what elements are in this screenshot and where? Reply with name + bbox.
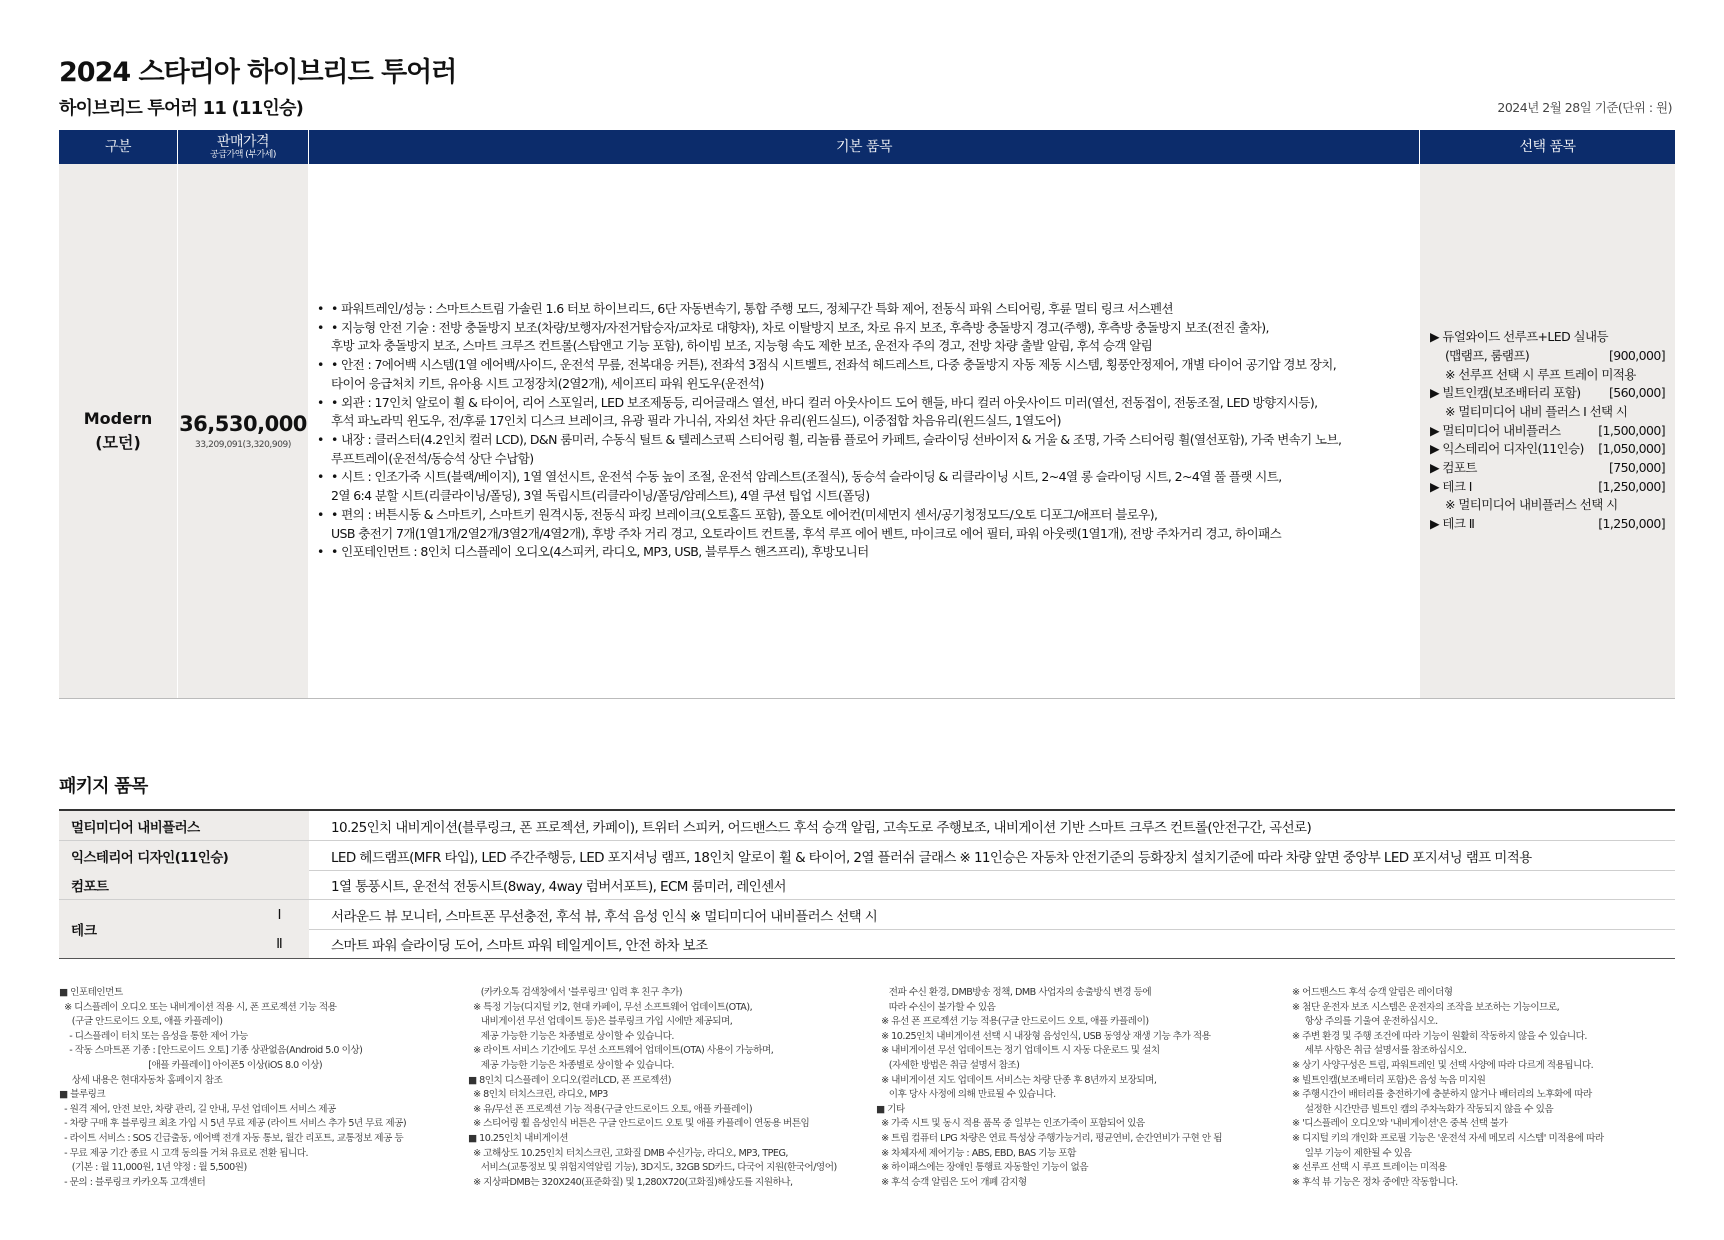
header-price-label: 판매가격 [216,133,270,150]
footnote-line: [애플 카플레이] 아이폰5 이상(iOS 8.0 이상) [59,1059,323,1071]
basic-item-line: • • 파워트레인/성능 : 스마트스트림 가솔린 1.6 터보 하이브리드, 6단 자동변속기, 통합 주행 모드, 정체구간 특화 제어, 전동식 파워 스티어링, 후륜 멀티 링크 서스펜션 [331,301,1173,317]
footnote-line: 따라 수신이 불가할 수 있음 [876,1001,996,1013]
footnote-line: ※ 트립 컴퓨터 LPG 차량은 연료 특성상 주행가능거리, 평균연비, 순간연비가 구현 안 됨 [876,1132,1222,1144]
package-desc: 스마트 파워 슬라이딩 도어, 스마트 파워 테일게이트, 안전 하차 보조 [331,937,708,954]
option-price: [1,500,000] [1598,422,1665,438]
footnote-line: ※ 내비게이션 무선 업데이트는 정기 업데이트 시 자동 다운로드 및 설치 [876,1045,1160,1057]
table-bottom-rule [59,698,1675,699]
footnote-line: ※ 8인치 터치스크린, 라디오, MP3 [468,1089,608,1101]
basic-item-line: • • 안전 : 7에어백 시스템(1열 에어백/사이드, 운전석 무릎, 전복대응 커튼), 전좌석 3점식 시트벨트, 전좌석 헤드레스트, 다중 충돌방지 자동 제동 시스템, 횡풍안정제어, 개별 타이어 공기압 경보 장치, [331,357,1337,373]
option-label: (맵램프, 룸램프) [1445,347,1530,363]
footnote-line: ※ 10.25인치 내비게이션 선택 시 내장형 음성인식, USB 동영상 재생 기능 추가 적용 [876,1030,1211,1042]
package-row-multimedia [59,811,1675,841]
footnote-line: 전파 수신 환경, DMB방송 정책, DMB 사업자의 송출방식 변경 등에 [876,987,1152,998]
option-item [1430,403,1665,422]
footnote-line: ■ 8인치 디스플레이 오디오(컬러LCD, 폰 프로젝션) [468,1074,671,1086]
footnote-line: ※ '디스플레이 오디오'와 '내비게이션'은 중복 선택 불가 [1292,1118,1508,1130]
basic-item-line: 타이어 응급처치 키트, 유아용 시트 고정장치(2열2개), 세이프티 파워 윈도우(운전석) [331,375,764,391]
option-item [1430,478,1665,497]
footnote-line: 제공 가능한 기능은 차종별로 상이할 수 있습니다. [468,1059,674,1071]
footnote-line: - 문의 : 블루링크 카카오톡 고객센터 [59,1176,206,1188]
package-name: 컴포트 [59,870,309,899]
document-title: 2024 스타리아 하이브리드 투어러 [59,57,457,88]
footnote-line: ■ 블루링크 [59,1089,106,1101]
footnotes-column-3 [876,986,1222,1190]
option-label: ▶ 테크 Ⅰ [1430,478,1472,494]
option-label: ※ 멀티미디어 내비 플러스 Ⅰ 선택 시 [1445,403,1628,419]
footnote-line: ※ 상기 사양구성은 트림, 파워트레인 및 선택 사양에 따라 다르게 적용됩니다. [1292,1059,1594,1071]
package-desc: LED 헤드램프(MFR 타입), LED 주간주행등, LED 포지셔닝 램프, 18인치 알로이 휠 & 타이어, 2열 플러쉬 글래스 ※ 11인승은 자동차 안전기준의 등화장치 설치기준에 따라 차량 앞면 중앙부 LED 포지셔닝 램프 미적용 [331,849,1532,866]
footnote-line: ※ 하이패스에는 장애인 통행료 자동할인 기능이 없음 [876,1162,1089,1174]
trim-name-kr: (모던) [95,433,141,452]
footnote-line: - 작동 스마트폰 기종 : [안드로이드 오토] 기종 상관없음(Android 5.0 이상) [59,1045,363,1057]
basic-item-line: • • 내장 : 클러스터(4.2인치 컬러 LCD), D&N 룸미러, 수동식 틸트 & 텔레스코픽 스티어링 휠, 리놀륨 플로어 카페트, 슬라이딩 선바이저 & 거울 & 조명, 가죽 스티어링 휠(열선포함), 가죽 변속기 노브, [331,432,1342,447]
package-desc: 서라운드 뷰 모니터, 스마트폰 무선충전, 후석 뷰, 후석 음성 인식 ※ 멀티미디어 내비플러스 선택 시 [331,908,878,925]
footnote-line: ※ 첨단 운전자 보조 시스템은 운전자의 조작을 보조하는 기능이므로, [1292,1001,1560,1013]
footnote-line: ※ 차체자세 제어기능 : ABS, EBD, BAS 기능 포함 [876,1147,1076,1159]
footnotes-column-4 [1292,986,1604,1190]
header-price-sub: 공급가액 (부가세) [210,149,276,160]
option-label: ▶ 멀티미디어 내비플러스 [1430,422,1561,438]
footnotes-column-1 [59,986,406,1190]
option-price: [560,000] [1608,385,1665,401]
option-label: ▶ 테크 Ⅱ [1430,516,1475,532]
basic-item [317,394,1341,431]
package-desc: 10.25인치 내비게이션(블루링크, 폰 프로젝션, 카페이), 트위터 스피커, 어드밴스드 후석 승객 알림, 고속도로 주행보조, 내비게이션 기반 스마트 크루즈 컨트롤(안전구간, 곡선로) [331,819,1312,836]
footnote-line: ※ 유선 폰 프로젝션 기능 적용(구글 안드로이드 오토, 애플 카플레이) [876,1016,1149,1028]
option-item [1430,366,1665,385]
option-label: ※ 멀티미디어 내비플러스 선택 시 [1445,497,1618,513]
package-name: 멀티미디어 내비플러스 [59,811,309,840]
package-row-tech-2 [309,929,1675,958]
date-note: 2024년 2월 28일 기준(단위 : 원) [1497,100,1672,115]
footnote-line: ※ 가죽 시트 및 동시 적용 품목 중 일부는 인조가죽이 포함되어 있음 [876,1118,1145,1130]
option-item [1430,328,1665,347]
price-value: 36,530,000 [179,412,307,436]
footnote-line: 이후 당사 사정에 의해 만료될 수 있습니다. [876,1089,1056,1101]
basic-item [317,300,1341,319]
packages-title: 패키지 품목 [59,776,148,797]
footnote-line: ※ 빌트인캠(보조배터리 포함)은 음성 녹음 미지원 [1292,1074,1486,1086]
footnote-line: - 무료 제공 기간 종료 시 고객 동의를 거쳐 유료로 전환 됩니다. [59,1147,309,1159]
footnote-line: ※ 후석 승객 알림은 도어 개폐 감지형 [876,1176,1027,1188]
option-label: ▶ 듀얼와이드 선루프+LED 실내등 [1430,329,1608,345]
basic-item-line: • • 지능형 안전 기술 : 전방 충돌방지 보조(차량/보행자/자전거탑승자/교차로 대향차), 차로 이탈방지 보조, 차로 유지 보조, 후측방 충돌방지 경고(주행), 후측방 충돌방지 보조(전진 출차), [331,319,1269,335]
option-price: [1,250,000] [1598,478,1665,494]
footnotes-column-2 [468,986,837,1190]
basic-item-line: • • 외관 : 17인치 알로이 휠 & 타이어, 리어 스포일러, LED 보조제동등, 리어글래스 열선, 바디 컬러 아웃사이드 도어 핸들, 바디 컬러 아웃사이드 미러(열선, 전동접이, 전동조절, LED 방향지시등), [331,394,1318,410]
basic-item [317,543,1341,562]
footnote-line: - 원격 제어, 안전 보안, 차량 관리, 길 안내, 무선 업데이트 서비스 제공 [59,1103,336,1115]
package-desc: 1열 통풍시트, 운전석 전동시트(8way, 4way 럼버서포트), ECM 룸미러, 레인센서 [331,878,786,895]
footnote-line: ■ 10.25인치 내비게이션 [468,1132,569,1144]
basic-item-line: 루프트레이(운전석/동승석 상단 수납함) [331,450,534,466]
option-item [1430,347,1665,366]
package-name-tech: 테크 [59,900,309,958]
footnote-line: - 차량 구매 후 블루링크 최초 가입 시 5년 무료 제공 (라이트 서비스 추가 5년 무료 제공) [59,1118,407,1130]
package-row-tech-1 [309,900,1675,930]
footnote-line: 설정한 시간만큼 빌트인 캠의 주차녹화가 작동되지 않을 수 있음 [1292,1103,1554,1115]
option-item [1430,515,1665,534]
footnote-line: ※ 지상파DMB는 320X240(표준화질) 및 1,280X720(고화질)해상도를 지원하나, [468,1176,793,1188]
basic-item [317,468,1341,505]
footnote-line: ※ 주변 환경 및 주행 조건에 따라 기능이 원활히 작동하지 않을 수 있습니다. [1292,1030,1587,1042]
option-item [1430,496,1665,515]
basic-item-line: USB 충전기 7개(1열1개/2열2개/3열2개/4열2개), 후방 주차 거리 경고, 오토라이트 컨트롤, 후석 루프 에어 벤트, 마이크로 에어 필터, 파워 아웃렛(1열1개), 전방 주차거리 경고, 하이패스 [331,525,1282,541]
option-price: [900,000] [1608,347,1665,363]
basic-item-line: 후방 교차 충돌방지 보조, 스마트 크루즈 컨트롤(스탑앤고 기능 포함), 하이빔 보조, 지능형 속도 제한 보조, 운전자 주의 경고, 전방 차량 출발 알림, 후석 승객 알림 [331,338,1153,354]
basic-item [317,431,1341,468]
footnote-line: ※ 디스플레이 오디오 또는 내비게이션 적용 시, 폰 프로젝션 기능 적용 [59,1001,337,1013]
footnote-line: ※ 선루프 선택 시 루프 트레이는 미적용 [1292,1162,1447,1174]
tech-level-2: Ⅱ [276,935,283,952]
option-price: [1,050,000] [1598,441,1665,457]
footnote-line: ※ 특정 기능(디지털 키2, 현대 카페이, 무선 소프트웨어 업데이트(OTA), [468,1001,753,1013]
footnote-line: ※ 라이트 서비스 기간에도 무선 소프트웨어 업데이트(OTA) 사용이 가능하며, [468,1045,774,1057]
option-item [1430,459,1665,478]
option-item [1430,384,1665,403]
footnote-line: 항상 주의를 기울여 운전하십시오. [1292,1016,1438,1028]
packages-bottom-rule [59,958,1675,959]
footnote-line: ※ 스티어링 휠 음성인식 버튼은 구글 안드로이드 오토 및 애플 카플레이 연동용 버튼임 [468,1118,810,1130]
footnote-line: ■ 인포테인먼트 [59,987,123,998]
price-sub: 33,209,091(3,320,909) [195,440,291,450]
basic-item-line: 2열 6:4 분할 시트(리클라이닝/폴딩), 3열 독립시트(리클라이닝/폴딩/암레스트), 4열 쿠션 팁업 시트(폴딩) [331,488,870,504]
option-price: [750,000] [1608,460,1665,476]
footnote-line: (자세한 방법은 취급 설명서 참조) [876,1059,1020,1071]
footnote-line: ※ 후석 뷰 기능은 정차 중에만 작동합니다. [1292,1176,1458,1188]
package-row-exterior [59,841,1675,871]
basic-item-line: 후석 파노라믹 윈도우, 전/후륜 17인치 디스크 브레이크, 유광 필라 가니쉬, 자외선 차단 유리(윈드실드), 이중접합 차음유리(윈드실드, 1열도어) [331,413,1061,429]
footnote-line: (카카오톡 검색창에서 '블루링크' 입력 후 친구 추가) [468,987,683,998]
options-list [1420,328,1665,534]
basic-items-list [309,300,1341,562]
footnote-line: ※ 고해상도 10.25인치 터치스크린, 고화질 DMB 수신가능, 라디오, MP3, TPEG, [468,1147,788,1159]
footnote-line: ※ 내비게이션 지도 업데이트 서비스는 차량 단종 후 8년까지 보장되며, [876,1074,1157,1086]
footnote-line: ※ 주행시간이 배터리를 충전하기에 충분하지 않거나 배터리의 노후화에 따라 [1292,1089,1592,1101]
basic-item [317,506,1341,543]
document-subtitle: 하이브리드 투어러 11 (11인승) [59,98,304,119]
header-basic: 기본 품목 [309,130,1419,164]
option-item [1430,422,1665,441]
footnote-line: 일부 기능이 제한될 수 있음 [1292,1147,1412,1159]
options-cell [1420,164,1675,698]
footnote-line: 서비스(교통정보 및 위험지역알림 기능), 3D지도, 32GB SD카드, 다국어 지원(한국어/영어) [468,1162,837,1174]
option-label: ▶ 익스테리어 디자인(11인승) [1430,441,1584,457]
option-price: [1,250,000] [1598,516,1665,532]
header-category: 구분 [59,130,177,164]
package-name: 익스테리어 디자인(11인승) [59,841,309,870]
footnote-line: 상세 내용은 현대자동차 홈페이지 참조 [59,1074,223,1086]
package-row-comfort [59,870,1675,900]
basic-item-line: • • 인포테인먼트 : 8인치 디스플레이 오디오(4스피커, 라디오, MP3, USB, 블루투스 핸즈프리), 후방모니터 [331,544,869,560]
basic-item-line: • • 편의 : 버튼시동 & 스마트키, 스마트키 원격시동, 전동식 파킹 브레이크(오토홀드 포함), 풀오토 에어컨(미세먼지 센서/공기청정모드/오토 디포그/애프터 블로우), [331,506,1158,522]
footnote-line: ■ 기타 [876,1103,905,1115]
footnote-line: ※ 어드밴스드 후석 승객 알림은 레이더형 [1292,987,1453,998]
option-item [1430,440,1665,459]
footnote-line: - 라이트 서비스 : SOS 긴급출동, 에어백 전개 자동 통보, 월간 리포트, 교통정보 제공 등 [59,1132,404,1144]
tech-level-1: Ⅰ [277,906,282,923]
footnote-line: ※ 유/무선 폰 프로젝션 기능 적용(구글 안드로이드 오토, 애플 카플레이) [468,1103,753,1115]
basic-items-cell [309,164,1419,698]
price-cell [178,164,308,698]
footnote-line: - 디스플레이 터치 또는 음성을 통한 제어 가능 [59,1030,248,1042]
footnote-line: (구글 안드로이드 오토, 애플 카플레이) [59,1016,223,1028]
footnote-line: ※ 디지털 키의 개인화 프로필 기능은 '운전석 자세 메모리 시스템' 미적용에 따라 [1292,1132,1604,1144]
header-price [178,130,308,164]
option-label: ▶ 빌트인캠(보조배터리 포함) [1430,385,1581,401]
footnote-line: (기본 : 월 11,000원, 1년 약정 : 월 5,500원) [59,1162,247,1174]
trim-cell [59,164,177,698]
footnote-line: 제공 가능한 기능은 차종별로 상이할 수 있습니다. [468,1030,674,1042]
basic-item [317,356,1341,393]
option-label: ▶ 컴포트 [1430,460,1477,476]
header-options: 선택 품목 [1420,130,1675,164]
footnote-line: 내비게이션 무선 업데이트 등)은 블루링크 가입 시에만 제공되며, [468,1016,733,1028]
option-label: ※ 선루프 선택 시 루프 트레이 미적용 [1445,366,1636,382]
footnote-line: 세부 사항은 취급 설명서를 참조하십시오. [1292,1045,1467,1057]
basic-item [317,319,1341,356]
trim-name: Modern [83,409,153,428]
basic-item-line: • • 시트 : 인조가죽 시트(블랙/베이지), 1열 열선시트, 운전석 수동 높이 조절, 운전석 암레스트(조절식), 동승석 슬라이딩 & 리클라이닝 시트, 2~4열 롱 슬라이딩 시트, 2~4열 풀 플랫 시트, [331,469,1282,485]
